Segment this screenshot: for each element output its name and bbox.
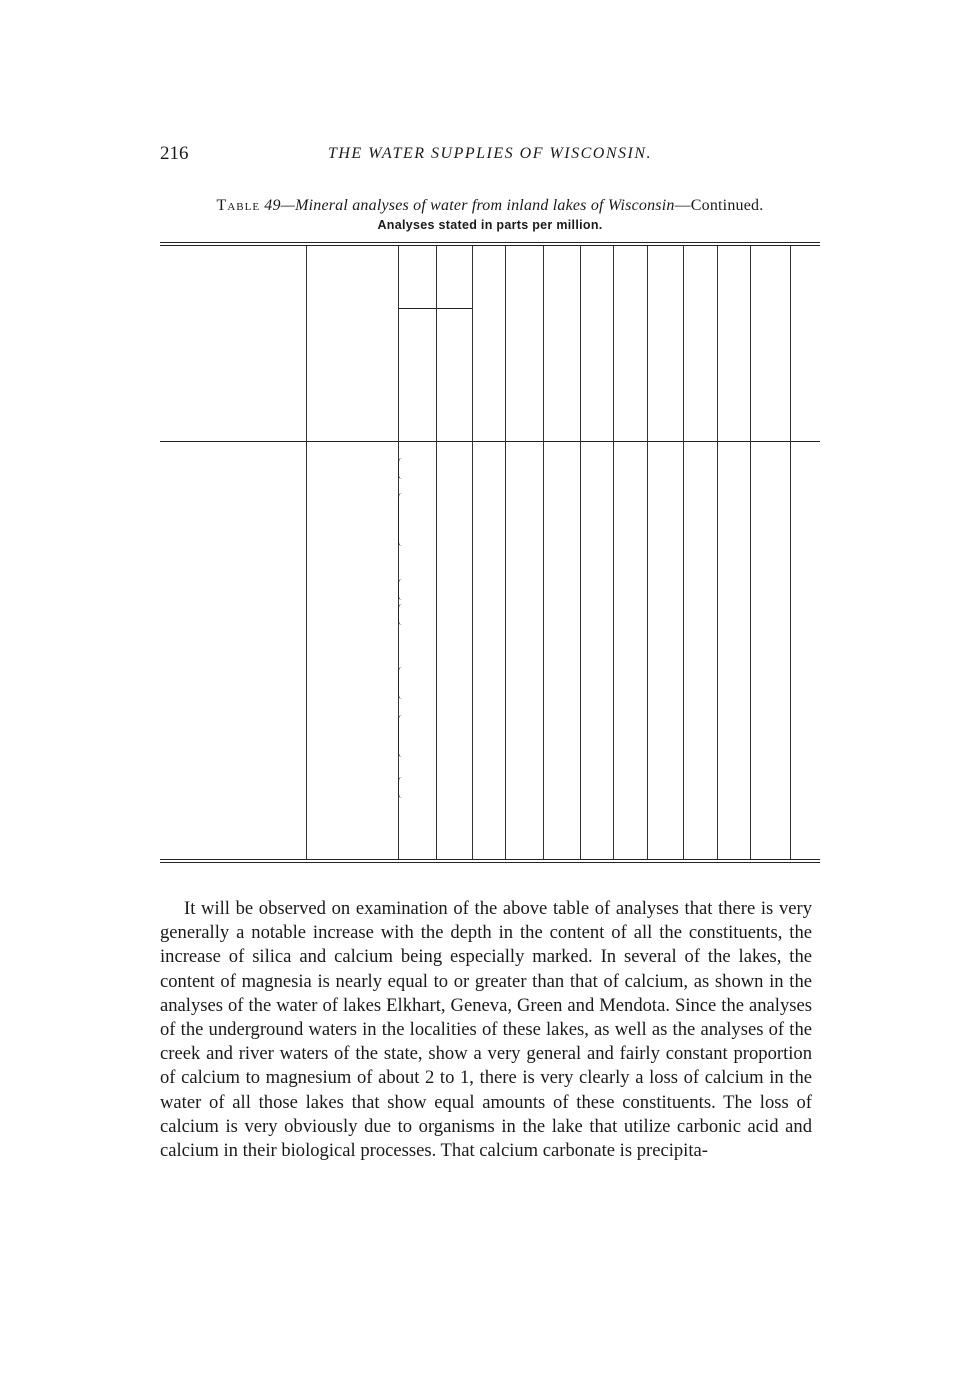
column-divider — [398, 246, 399, 859]
column-divider — [472, 246, 473, 859]
column-divider — [505, 246, 506, 859]
depth-brace — [398, 493, 402, 546]
column-divider — [717, 246, 718, 859]
column-divider — [580, 246, 581, 859]
table-continued: —Continued. — [674, 197, 764, 214]
column-divider — [543, 246, 544, 859]
running-head: THE WATER SUPPLIES OF WISCONSIN. — [327, 145, 653, 162]
table-caption — [160, 197, 820, 215]
depth-brace — [398, 458, 402, 479]
depth-rule — [398, 308, 472, 309]
header-bottom-rule — [160, 441, 820, 442]
depth-brace — [398, 579, 402, 600]
table-bottom-rule — [160, 859, 820, 860]
page-number: 216 — [160, 143, 189, 164]
table-top-rule — [160, 242, 820, 243]
table-title: 49—Mineral analyses of water from inland lakes of Wisconsin — [264, 197, 675, 214]
depth-brace — [398, 715, 402, 757]
column-divider — [790, 246, 791, 859]
body-paragraph — [160, 897, 812, 1163]
depth-brace — [398, 604, 402, 625]
page-header — [160, 143, 820, 167]
table-subcaption: Analyses stated in parts per million. — [377, 218, 603, 232]
paragraph-text: It will be observed on examination of the above table of analyses that there is very generally a notable increase with the depth in the content of all the constituents, the increase of silica and calcium being especially marked. In several of the lakes, the content of magnesia is nearly equal to or greater than that of calcium, as shown in the analyses of the water of lakes Elkhart, Geneva, Green and Mendota. Since the analyses of the underground waters in the localities of these lakes, as well as the analyses of the creek and river waters of the state, show a very general and fairly constant proportion of calcium to magnesium of about 2 to 1, there is very clearly a loss of calcium in the water of all those lakes that show equal amounts of these constituents. The loss of calcium is very obviously due to organisms in the lake that utilize carbonic acid and calcium in their biological processes. That calcium carbonate is precipita- — [160, 898, 812, 1162]
depth-brace — [398, 777, 402, 798]
column-divider — [306, 246, 307, 859]
column-divider — [683, 246, 684, 859]
table-bottom-rule-2 — [160, 862, 820, 863]
table-label: Table — [216, 197, 261, 214]
column-divider — [750, 246, 751, 859]
column-divider — [436, 246, 437, 859]
column-divider — [613, 246, 614, 859]
depth-brace — [398, 667, 402, 699]
table-top-rule-2 — [160, 245, 820, 246]
column-divider — [647, 246, 648, 859]
